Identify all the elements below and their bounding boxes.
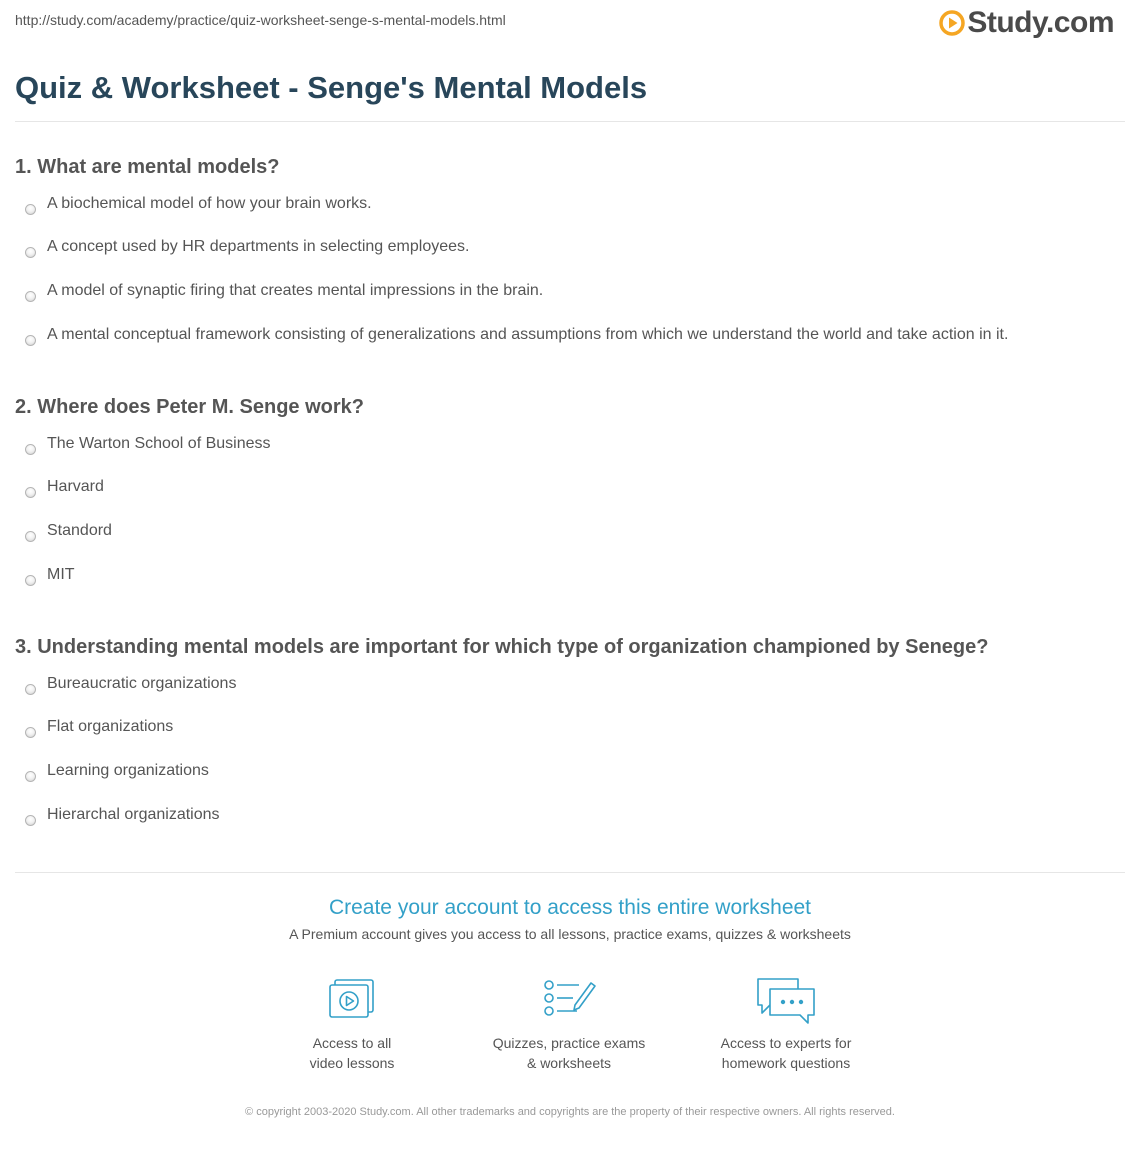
radio-button[interactable] xyxy=(25,771,36,782)
radio-button[interactable] xyxy=(25,684,36,695)
answer-text: Harvard xyxy=(47,478,104,495)
answer-options xyxy=(15,660,1125,835)
feature-experts xyxy=(686,975,886,1073)
answer-option[interactable] xyxy=(15,311,1125,355)
premium-description: A Premium account gives you access to all lessons, practice exams, quizzes & worksheets xyxy=(289,926,851,942)
radio-button[interactable] xyxy=(25,727,36,738)
radio-button[interactable] xyxy=(25,487,36,498)
radio-button[interactable] xyxy=(25,335,36,346)
answer-text: The Warton School of Business xyxy=(47,434,271,452)
answer-options xyxy=(15,420,1125,595)
section-divider xyxy=(15,872,1125,873)
answer-text: A model of synaptic firing that creates mental impressions in the brain. xyxy=(47,282,544,299)
feature-label-line: homework questions xyxy=(721,1055,851,1071)
play-circle-icon xyxy=(939,10,965,36)
answer-option[interactable] xyxy=(15,180,1125,223)
video-lessons-icon xyxy=(326,975,378,1021)
answer-option[interactable] xyxy=(15,463,1125,507)
study-logo[interactable] xyxy=(939,6,1114,40)
answer-text: A biochemical model of how your brain works. xyxy=(47,194,372,212)
answer-text: Standord xyxy=(47,522,112,539)
answer-text: Hierarchal organizations xyxy=(47,806,220,823)
feature-label xyxy=(469,1033,669,1073)
page-url: http://study.com/academy/practice/quiz-worksheet-senge-s-mental-models.html xyxy=(15,12,506,28)
radio-button[interactable] xyxy=(25,204,36,215)
feature-label-line: Access to all xyxy=(312,1035,392,1051)
radio-button[interactable] xyxy=(25,247,36,258)
answer-option[interactable] xyxy=(15,791,1125,835)
answer-text: MIT xyxy=(47,566,75,583)
chat-bubbles-icon xyxy=(754,975,818,1027)
radio-button[interactable] xyxy=(25,531,36,542)
radio-button[interactable] xyxy=(25,291,36,302)
feature-label-line: Access to experts for xyxy=(720,1035,852,1051)
feature-label-line: video lessons xyxy=(309,1055,395,1071)
answer-option[interactable] xyxy=(15,703,1125,747)
answer-text: Bureaucratic organizations xyxy=(47,674,237,692)
feature-label-line: Quizzes, practice exams xyxy=(492,1035,646,1051)
logo-text: Study.com xyxy=(967,6,1114,39)
answer-options xyxy=(15,180,1125,355)
feature-label xyxy=(686,1033,886,1073)
answer-option[interactable] xyxy=(15,420,1125,463)
answer-text: A mental conceptual framework consisting of generalizations and assumptions from which we understand the world and take action in it. xyxy=(47,326,1009,343)
footer xyxy=(0,1104,1140,1121)
feature-label-line: & worksheets xyxy=(526,1055,612,1071)
feature-video-lessons xyxy=(252,975,452,1073)
answer-text: A concept used by HR departments in selecting employees. xyxy=(47,238,470,255)
top-bar xyxy=(0,0,1140,50)
copyright-text: © copyright 2003-2020 Study.com. All other trademarks and copyrights are the property of their respective owners. All rights reserved. xyxy=(245,1106,895,1118)
question-text: 3. Understanding mental models are important for which type of organization championed by Senege? xyxy=(15,636,989,658)
answer-text: Flat organizations xyxy=(47,718,174,735)
page-title: Quiz & Worksheet - Senge's Mental Models xyxy=(15,70,648,105)
answer-option[interactable] xyxy=(15,507,1125,551)
answer-text: Learning organizations xyxy=(47,762,209,779)
answer-option[interactable] xyxy=(15,551,1125,595)
title-divider xyxy=(15,121,1125,122)
question-3 xyxy=(15,634,1125,835)
question-text: 2. Where does Peter M. Senge work? xyxy=(15,396,364,418)
radio-button[interactable] xyxy=(25,815,36,826)
question-text: 1. What are mental models? xyxy=(15,156,280,178)
signup-callout xyxy=(0,893,1140,945)
answer-option[interactable] xyxy=(15,660,1125,703)
create-account-link[interactable]: Create your account to access this entire worksheet xyxy=(328,896,812,919)
answer-option[interactable] xyxy=(15,747,1125,791)
radio-button[interactable] xyxy=(25,444,36,455)
question-1 xyxy=(15,154,1125,355)
radio-button[interactable] xyxy=(25,575,36,586)
feature-label xyxy=(252,1033,452,1073)
answer-option[interactable] xyxy=(15,267,1125,311)
feature-quizzes xyxy=(469,975,669,1073)
answer-option[interactable] xyxy=(15,223,1125,267)
checklist-icon xyxy=(541,975,597,1021)
question-2 xyxy=(15,394,1125,595)
